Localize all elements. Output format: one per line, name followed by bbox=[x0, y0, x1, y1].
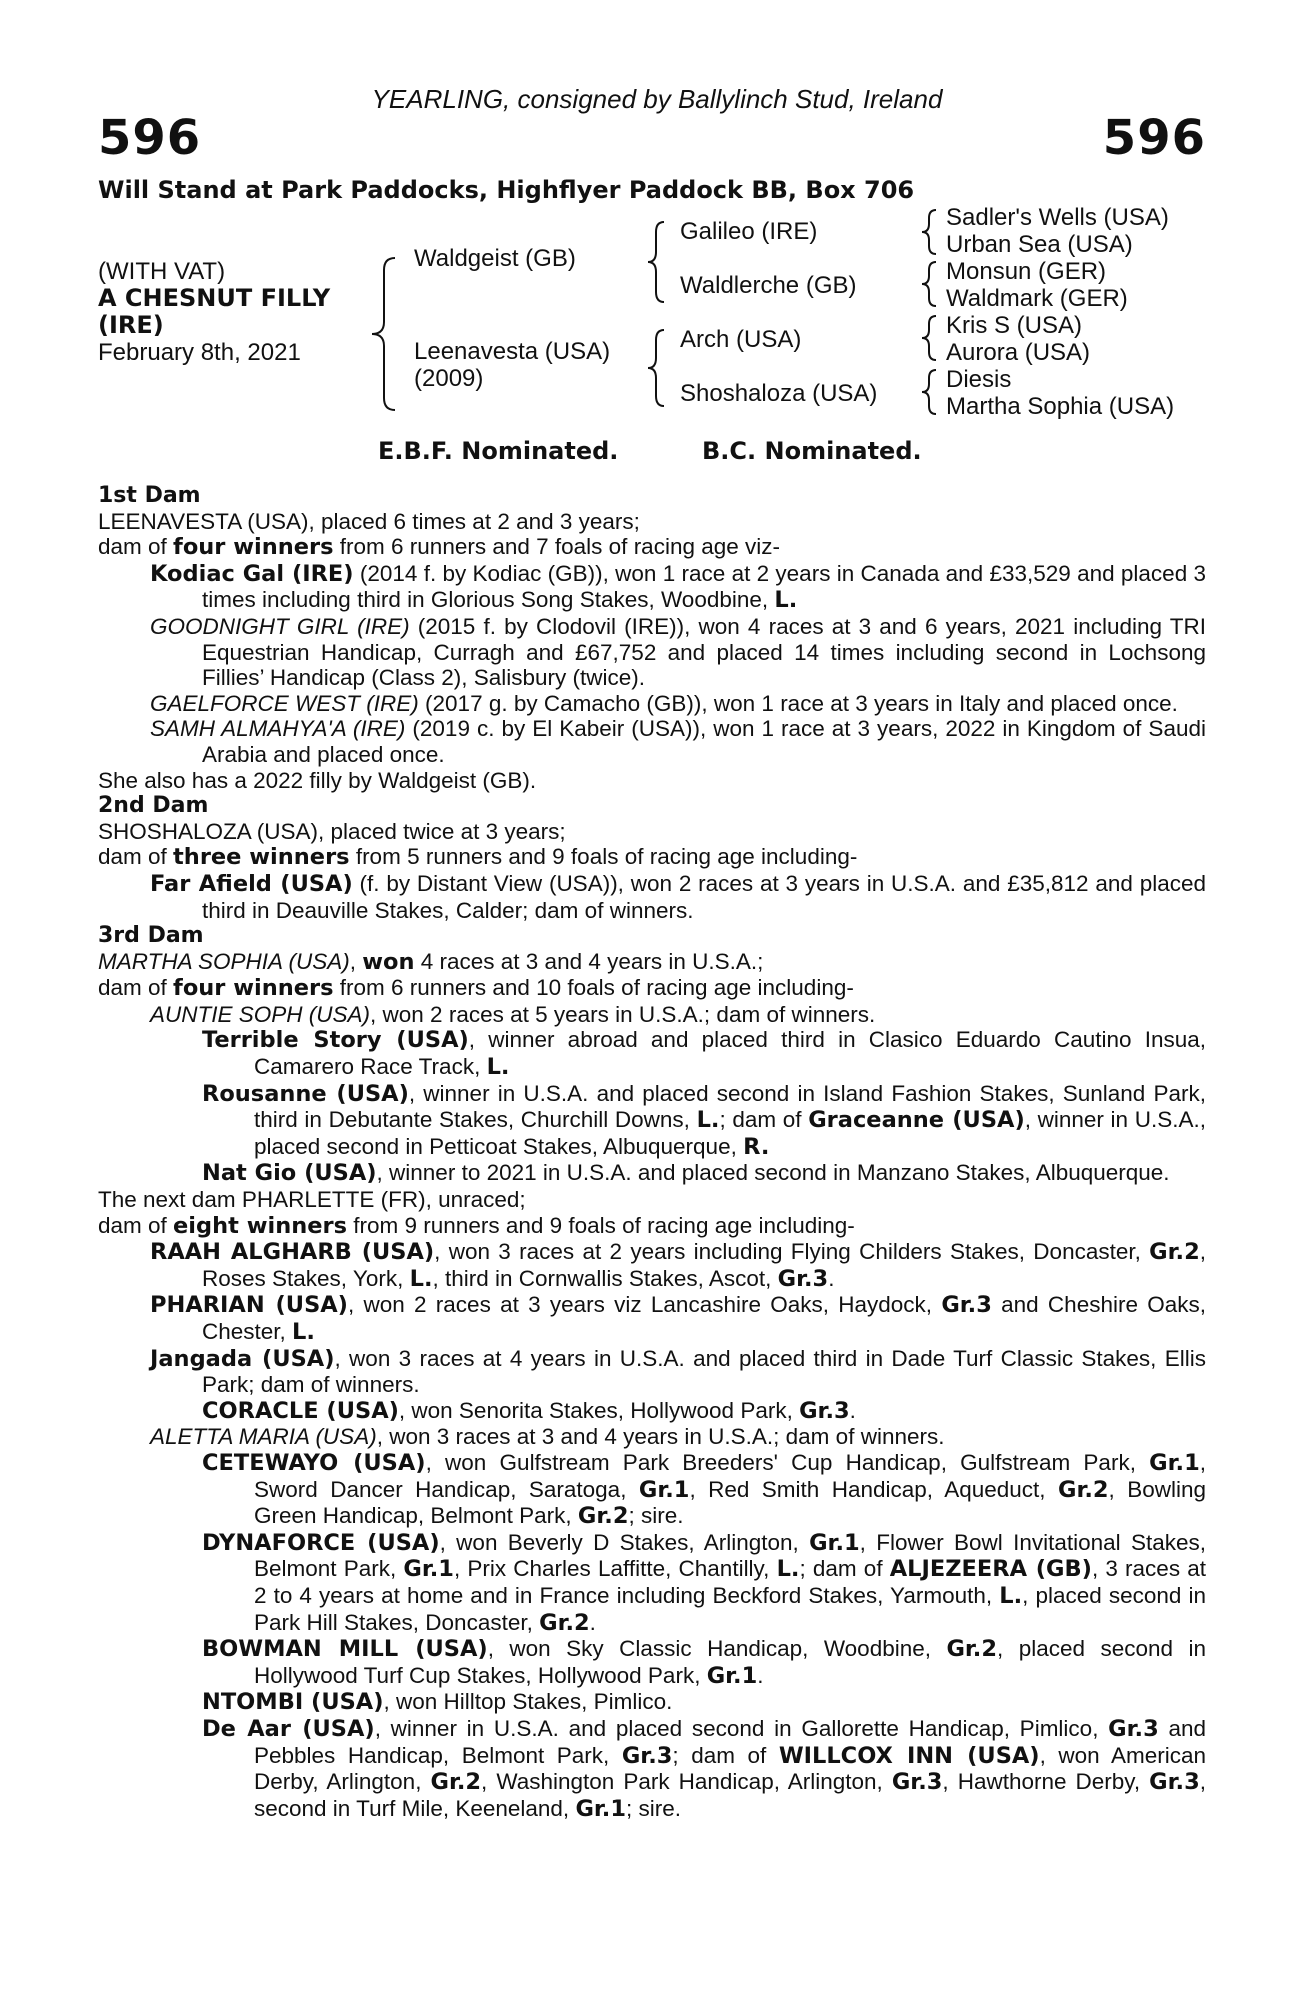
produce-entry: GOODNIGHT GIRL (IRE) (2015 f. by Clodovil (IRE)), won 4 races at 3 and 6 years, 2021 including TRI Equestrian Handicap, Curragh and £67,752 and placed 14 times including second in Lochsong Fillies’ Handicap (Class 2), Salisbury (twice). bbox=[150, 613, 1206, 691]
ebf-nomination: E.B.F. Nominated. bbox=[378, 437, 619, 465]
produce-entry: AUNTIE SOPH (USA), won 2 races at 5 years in U.S.A.; dam of winners. bbox=[150, 1001, 876, 1027]
pedigree-subject bbox=[98, 258, 330, 366]
second-dam-line: SHOSHALOZA (USA), placed twice at 3 years; bbox=[98, 818, 566, 844]
produce-entry: CORACLE (USA), won Senorita Stakes, Hollywood Park, Gr.3. bbox=[202, 1397, 856, 1424]
sire-sire: Galileo (IRE) bbox=[680, 218, 818, 245]
first-dam-produce: dam of four winners from 6 runners and 7 foals of racing age viz- bbox=[98, 534, 781, 561]
produce-entry: Kodiac Gal (IRE) (2014 f. by Kodiac (GB)), won 1 race at 2 years in Canada and £33,529 and placed 3 times including third in Glorious Song Stakes, Woodbine, L. bbox=[150, 560, 1207, 614]
produce-entry: PHARIAN (USA), won 2 races at 3 years viz Lancashire Oaks, Haydock, Gr.3 and Cheshire Oaks, Chester, L. bbox=[150, 1292, 1207, 1345]
produce-entry: ALETTA MARIA (USA), won 3 races at 3 and 4 years in U.S.A.; dam of winners. bbox=[150, 1424, 945, 1450]
stable-location: Will Stand at Park Paddocks, Highflyer Paddock BB, Box 706 bbox=[98, 176, 915, 204]
produce-entry: NTOMBI (USA), won Hilltop Stakes, Pimlico. bbox=[202, 1689, 673, 1716]
consignor-line: YEARLING, consigned by Ballylinch Stud, Ireland bbox=[371, 84, 943, 114]
great-grandparent: Monsun (GER) bbox=[946, 258, 1107, 285]
vat-note: (WITH VAT) bbox=[98, 258, 226, 285]
great-grandparent: Urban Sea (USA) bbox=[946, 231, 1133, 258]
produce-entry: De Aar (USA), winner in U.S.A. and placed second in Gallorette Handicap, Pimlico, Gr.3 and Pebbles Handicap, Belmont Park, Gr.3; dam of WILLCOX INN (USA), won American Derby, Arlington, Gr.2, Washington Park Handicap, Arlington, Gr.3, Hawthorne Derby, Gr.3, second in Turf Mile, Keeneland, Gr.1; sire. bbox=[202, 1715, 1206, 1822]
third-dam-line: MARTHA SOPHIA (USA), won 4 races at 3 and 4 years in U.S.A.; bbox=[98, 948, 764, 975]
second-dam-heading: 2nd Dam bbox=[98, 793, 209, 819]
first-dam-line: LEENAVESTA (USA), placed 6 times at 2 and 3 years; bbox=[98, 508, 640, 534]
dam-sire: Arch (USA) bbox=[680, 326, 802, 353]
produce-entry: DYNAFORCE (USA), won Beverly D Stakes, Arlington, Gr.1, Flower Bowl Invitational Stakes, Belmont Park, Gr.1, Prix Charles Laffitte, Chantilly, L.; dam of ALJEZEERA (GB), 3 races at 2 to 4 years at home and in France including Beckford Stakes, Yarmouth, L., placed second in Park Hill Stakes, Doncaster, Gr.2. bbox=[202, 1529, 1206, 1636]
catalogue-text bbox=[98, 483, 1206, 1822]
produce-entry: BOWMAN MILL (USA), won Sky Classic Handicap, Woodbine, Gr.2, placed second in Hollywood Turf Cup Stakes, Hollywood Park, Gr.1. bbox=[202, 1636, 1206, 1689]
lot-number-left: 596 bbox=[98, 110, 202, 166]
dam-name: Leenavesta (USA) bbox=[414, 338, 611, 365]
lot-number-right: 596 bbox=[1102, 110, 1206, 166]
first-dam-heading: 1st Dam bbox=[98, 483, 201, 508]
produce-entry: SAMH ALMAHYA'A (IRE) (2019 c. by El Kabeir (USA)), won 1 race at 3 years, 2022 in Kingdom of Saudi Arabia and placed once. bbox=[150, 716, 1206, 767]
produce-entry: RAAH ALGHARB (USA), won 3 races at 2 years including Flying Childers Stakes, Doncaster, Gr.2, Roses Stakes, York, L., third in Cornwallis Stakes, Ascot, Gr.3. bbox=[150, 1239, 1206, 1292]
sire: Waldgeist (GB) bbox=[414, 245, 576, 272]
third-dam-produce: dam of four winners from 6 runners and 10 foals of racing age including- bbox=[98, 975, 854, 1002]
produce-entry: GAELFORCE WEST (IRE) (2017 g. by Camacho (GB)), won 1 race at 3 years in Italy and placed once. bbox=[150, 690, 1178, 716]
produce-entry: CETEWAYO (USA), won Gulfstream Park Breeders' Cup Handicap, Gulfstream Park, Gr.1, Sword Dancer Handicap, Saratoga, Gr.1, Red Smith Handicap, Aqueduct, Gr.2, Bowling Green Handicap, Belmont Park, Gr.2; sire. bbox=[202, 1449, 1207, 1530]
great-grandparent: Waldmark (GER) bbox=[946, 285, 1128, 312]
produce-entry: Rousanne (USA), winner in U.S.A. and placed second in Island Fashion Stakes, Sunland Park, third in Debutante Stakes, Churchill Downs, L.; dam of Graceanne (USA), winner in U.S.A., placed second in Petticoat Stakes, Albuquerque, R. bbox=[202, 1080, 1206, 1160]
produce-entry: Terrible Story (USA), winner abroad and placed third in Clasico Eduardo Cautino Insua, Camarero Race Track, L. bbox=[202, 1027, 1207, 1081]
foaling-date: February 8th, 2021 bbox=[98, 339, 301, 366]
bc-nomination: B.C. Nominated. bbox=[702, 437, 922, 465]
second-dam-produce: dam of three winners from 5 runners and 9 foals of racing age including- bbox=[98, 844, 858, 871]
dam-year: (2009) bbox=[414, 365, 484, 392]
produce-entry: Far Afield (USA) (f. by Distant View (USA)), won 2 races at 3 years in U.S.A. and £35,812 and placed third in Deauville Stakes, Calder; dam of winners. bbox=[150, 870, 1207, 923]
third-dam-heading: 3rd Dam bbox=[98, 923, 204, 949]
next-dam-line: The next dam PHARLETTE (FR), unraced; bbox=[98, 1187, 526, 1213]
great-grandparent: Diesis bbox=[946, 366, 1012, 393]
sire-dam: Waldlerche (GB) bbox=[680, 272, 857, 299]
dam-dam: Shoshaloza (USA) bbox=[680, 380, 878, 407]
horse-name: A CHESNUT FILLY bbox=[98, 284, 331, 312]
great-grandparent: Martha Sophia (USA) bbox=[946, 393, 1175, 420]
horse-country: (IRE) bbox=[98, 311, 164, 339]
great-grandparent: Sadler's Wells (USA) bbox=[946, 204, 1169, 231]
produce-entry: Jangada (USA), won 3 races at 4 years in U.S.A. and placed third in Dade Turf Classic Stakes, Ellis Park; dam of winners. bbox=[150, 1345, 1206, 1398]
next-dam-produce: dam of eight winners from 9 runners and 9 foals of racing age including- bbox=[98, 1212, 855, 1239]
first-dam-note: She also has a 2022 filly by Waldgeist (GB). bbox=[98, 767, 537, 793]
great-grandparent: Kris S (USA) bbox=[946, 312, 1083, 339]
great-grandparent: Aurora (USA) bbox=[946, 339, 1091, 366]
produce-entry: Nat Gio (USA), winner to 2021 in U.S.A. and placed second in Manzano Stakes, Albuquerque. bbox=[202, 1160, 1170, 1187]
dam bbox=[414, 338, 610, 392]
